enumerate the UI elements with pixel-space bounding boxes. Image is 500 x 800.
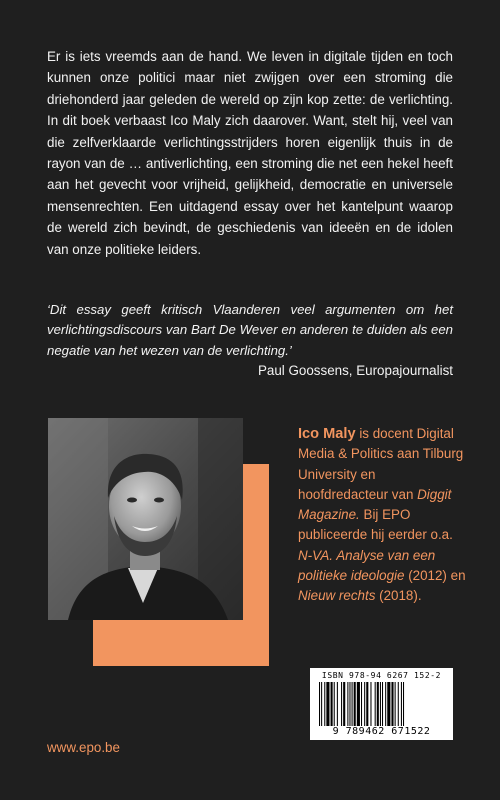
book-title-2: Nieuw rechts (298, 588, 376, 604)
barcode-bar (331, 682, 333, 726)
barcode-bar (382, 682, 383, 726)
barcode-bar (380, 682, 381, 726)
review-quote: ‘Dit essay geeft kritisch Vlaanderen veel argumenten om het verlichtingsdiscours van Bart De Wever en anderen te duiden als een negatie van het wezen van de verlichting.’ (47, 302, 453, 358)
quote-attribution: Paul Goossens, Europajournalist (257, 363, 453, 378)
barcode-bar (337, 682, 338, 726)
barcode-bar (341, 682, 342, 726)
publisher-website: www.epo.be (47, 740, 120, 755)
barcode-bar (385, 682, 386, 726)
barcode-bar (377, 682, 379, 726)
barcode-bar (398, 682, 399, 726)
barcode-bar (319, 682, 320, 726)
back-cover-blurb: Er is iets vreemds aan de hand. We leven in digitale tijden en toch kunnen onze politici maar niet zwijgen over een stroming die driehonderd jaar geleden de wereld op zijn kop zette: de verlichting. In dit boek verbaast Ico Maly zich daarover. Want, stelt hij, veel van die zelfverklaarde verlichtingsstrijders horen eigenlijk thuis in de rayon van de … antiverlichting, een stroming die net een hekel heeft aan het gevecht voor vrijheid, gelijkheid, democratie en universele mensenrechten. Een uitdagend essay over het kantelpunt waarop de wereld zich bevindt, de geschiedenis van ideeën en de idolen van onze politieke leiders. (47, 49, 453, 257)
barcode-bar (391, 682, 393, 726)
ean-digits: 9 789462 671522 (332, 726, 431, 737)
author-name: Ico Maly (298, 426, 356, 442)
barcode-bar (403, 682, 404, 726)
barcode-bar (347, 682, 348, 726)
barcode-bar (357, 682, 360, 726)
book-title-1: N-VA. Analyse van een politieke ideologie (298, 547, 436, 584)
isbn-label: ISBN 978-94 6267 152-2 (321, 671, 442, 680)
barcode-bar (361, 682, 362, 726)
barcode-bar (352, 682, 353, 726)
barcode-bar (343, 682, 345, 726)
barcode-bar (375, 682, 376, 726)
barcode-bar (334, 682, 335, 726)
barcode-bar (326, 682, 329, 726)
barcode-bar (324, 682, 325, 726)
barcode-bar (401, 682, 402, 726)
barcode (317, 682, 446, 726)
magazine-title: Diggit Magazine. (298, 486, 452, 523)
barcode-bar (354, 682, 356, 726)
barcode-bar (321, 682, 322, 726)
barcode-bar (387, 682, 390, 726)
author-photo (48, 418, 243, 620)
barcode-bar (366, 682, 368, 726)
barcode-bar (364, 682, 365, 726)
barcode-bar (395, 682, 396, 726)
barcode-bar (370, 682, 371, 726)
author-bio: Ico Maly is docent Digital Media & Politics aan Tilburg University en hoofdredacteur van Diggit Magazine. Bij EPO publiceerde hij eerder o.a. N-VA. Analyse van een politieke ideologie (2012) en Nieuw rechts (2018). (298, 426, 466, 604)
isbn-barcode-box (310, 668, 453, 740)
barcode-bar (349, 682, 350, 726)
